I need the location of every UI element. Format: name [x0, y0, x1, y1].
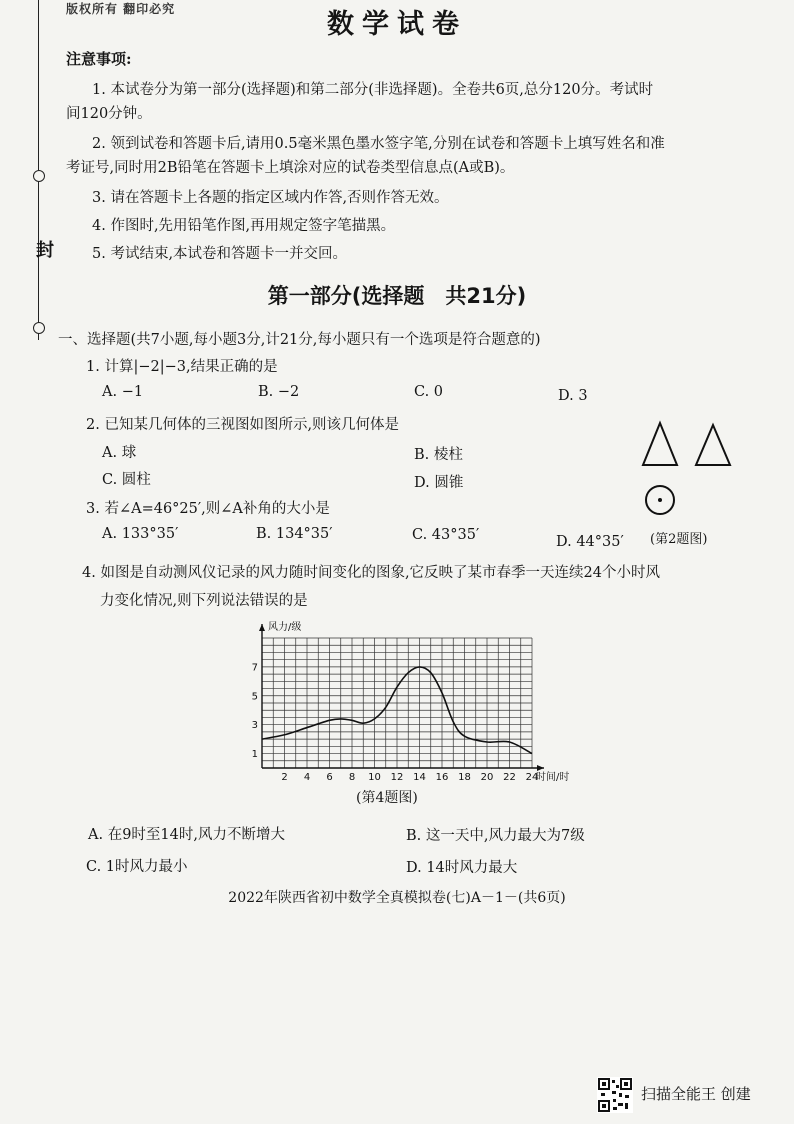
question-2-option-a: A. 球 — [102, 445, 137, 461]
y-axis-arrow — [259, 624, 265, 631]
page-footer: 2022年陕西省初中数学全真模拟卷(七)A－1－(共6页) — [228, 890, 566, 906]
notice-item: 1. 本试卷分为第一部分(选择题)和第二部分(非选择题)。全卷共6页,总分120分。考试时 — [92, 82, 654, 98]
y-tick-label: 1 — [251, 749, 258, 761]
notice-item: 5. 考试结束,本试卷和答题卡一并交回。 — [92, 246, 348, 262]
x-tick-label: 24 — [525, 772, 539, 783]
question-3-stem: 3. 若∠A=46°25′,则∠A补角的大小是 — [86, 501, 330, 517]
front-view-triangle — [643, 423, 677, 465]
question-3-option-b: B. 134°35′ — [256, 526, 333, 542]
question-3-option-d: D. 44°35′ — [556, 534, 624, 550]
wind-chart — [240, 620, 580, 790]
x-axis-arrow — [537, 765, 544, 771]
x-tick-label: 6 — [326, 772, 333, 783]
notice-item: 2. 领到试卷和答题卡后,请用0.5毫米黑色墨水签字笔,分别在试卷和答题卡上填写姓名和准 — [92, 136, 665, 152]
x-axis-label: 时间/时 — [536, 772, 570, 783]
question-4-option-b: B. 这一天中,风力最大为7级 — [406, 828, 585, 844]
notice-heading: 注意事项: — [66, 50, 132, 68]
x-tick-label: 12 — [390, 772, 404, 783]
y-tick-label: 5 — [251, 691, 258, 703]
question-4-stem-line1: 4. 如图是自动测风仪记录的风力随时间变化的图象,它反映了某市春季一天连续24个小时风 — [82, 565, 660, 581]
x-tick-label: 14 — [413, 772, 426, 783]
top-view-center-dot — [658, 498, 662, 502]
figure-2-caption: (第2题图) — [650, 532, 708, 547]
question-1-option-b: B. −2 — [258, 384, 300, 400]
question-4-option-d: D. 14时风力最大 — [406, 860, 518, 876]
x-tick-label: 4 — [303, 772, 311, 783]
x-tick-label: 20 — [480, 772, 494, 783]
notice-item: 4. 作图时,先用铅笔作图,再用规定签字笔描黑。 — [92, 218, 396, 234]
notice-item: 3. 请在答题卡上各题的指定区域内作答,否则作答无效。 — [92, 190, 449, 206]
page-title: 数学试卷 — [327, 9, 467, 40]
scanner-watermark: 扫描全能王 创建 — [641, 1085, 751, 1103]
y-tick-label: 7 — [251, 662, 258, 674]
question-1-option-d: D. 3 — [558, 388, 588, 404]
question-2-option-b: B. 棱柱 — [414, 447, 463, 463]
question-1-stem: 1. 计算|−2|−3,结果正确的是 — [86, 359, 278, 375]
question-4-stem-line2: 力变化情况,则下列说法错误的是 — [100, 593, 308, 609]
question-4-option-a: A. 在9时至14时,风力不断增大 — [88, 827, 285, 843]
question-2-stem: 2. 已知某几何体的三视图如图所示,则该几何体是 — [86, 417, 400, 433]
x-tick-label: 18 — [458, 772, 471, 783]
binding-dot — [33, 322, 45, 334]
x-tick-label: 2 — [281, 772, 288, 783]
qr-code-icon — [597, 1077, 633, 1113]
section-title: 第一部分(选择题 共21分) — [267, 284, 527, 308]
y-tick-label: 3 — [251, 720, 258, 732]
question-2-option-c: C. 圆柱 — [102, 472, 151, 488]
question-3-option-c: C. 43°35′ — [412, 527, 480, 543]
question-4-option-c: C. 1时风力最小 — [86, 859, 188, 875]
figure-4-caption: (第4题图) — [356, 790, 418, 806]
y-axis-label: 风力/级 — [268, 622, 302, 633]
x-tick-label: 8 — [348, 772, 356, 783]
wind-chart-svg — [240, 620, 580, 790]
copyright-stamp: 版权所有 翻印必究 — [66, 2, 176, 16]
x-tick-label: 16 — [435, 772, 449, 783]
binding-dot — [33, 170, 45, 182]
notice-item: 间120分钟。 — [66, 106, 152, 122]
x-tick-label: 22 — [503, 772, 516, 783]
question-1-option-a: A. −1 — [102, 384, 144, 400]
binding-seal-char: 封 — [33, 240, 54, 258]
x-tick-label: 10 — [368, 772, 381, 783]
question-1-option-c: C. 0 — [414, 384, 444, 400]
side-view-triangle — [696, 425, 730, 465]
question-2-option-d: D. 圆锥 — [414, 475, 464, 491]
section-heading: 一、选择题(共7小题,每小题3分,计21分,每小题只有一个选项是符合题意的) — [58, 332, 541, 348]
notice-item: 考证号,同时用2B铅笔在答题卡上填涂对应的试卷类型信息点(A或B)。 — [66, 160, 515, 176]
question-3-option-a: A. 133°35′ — [102, 526, 179, 542]
